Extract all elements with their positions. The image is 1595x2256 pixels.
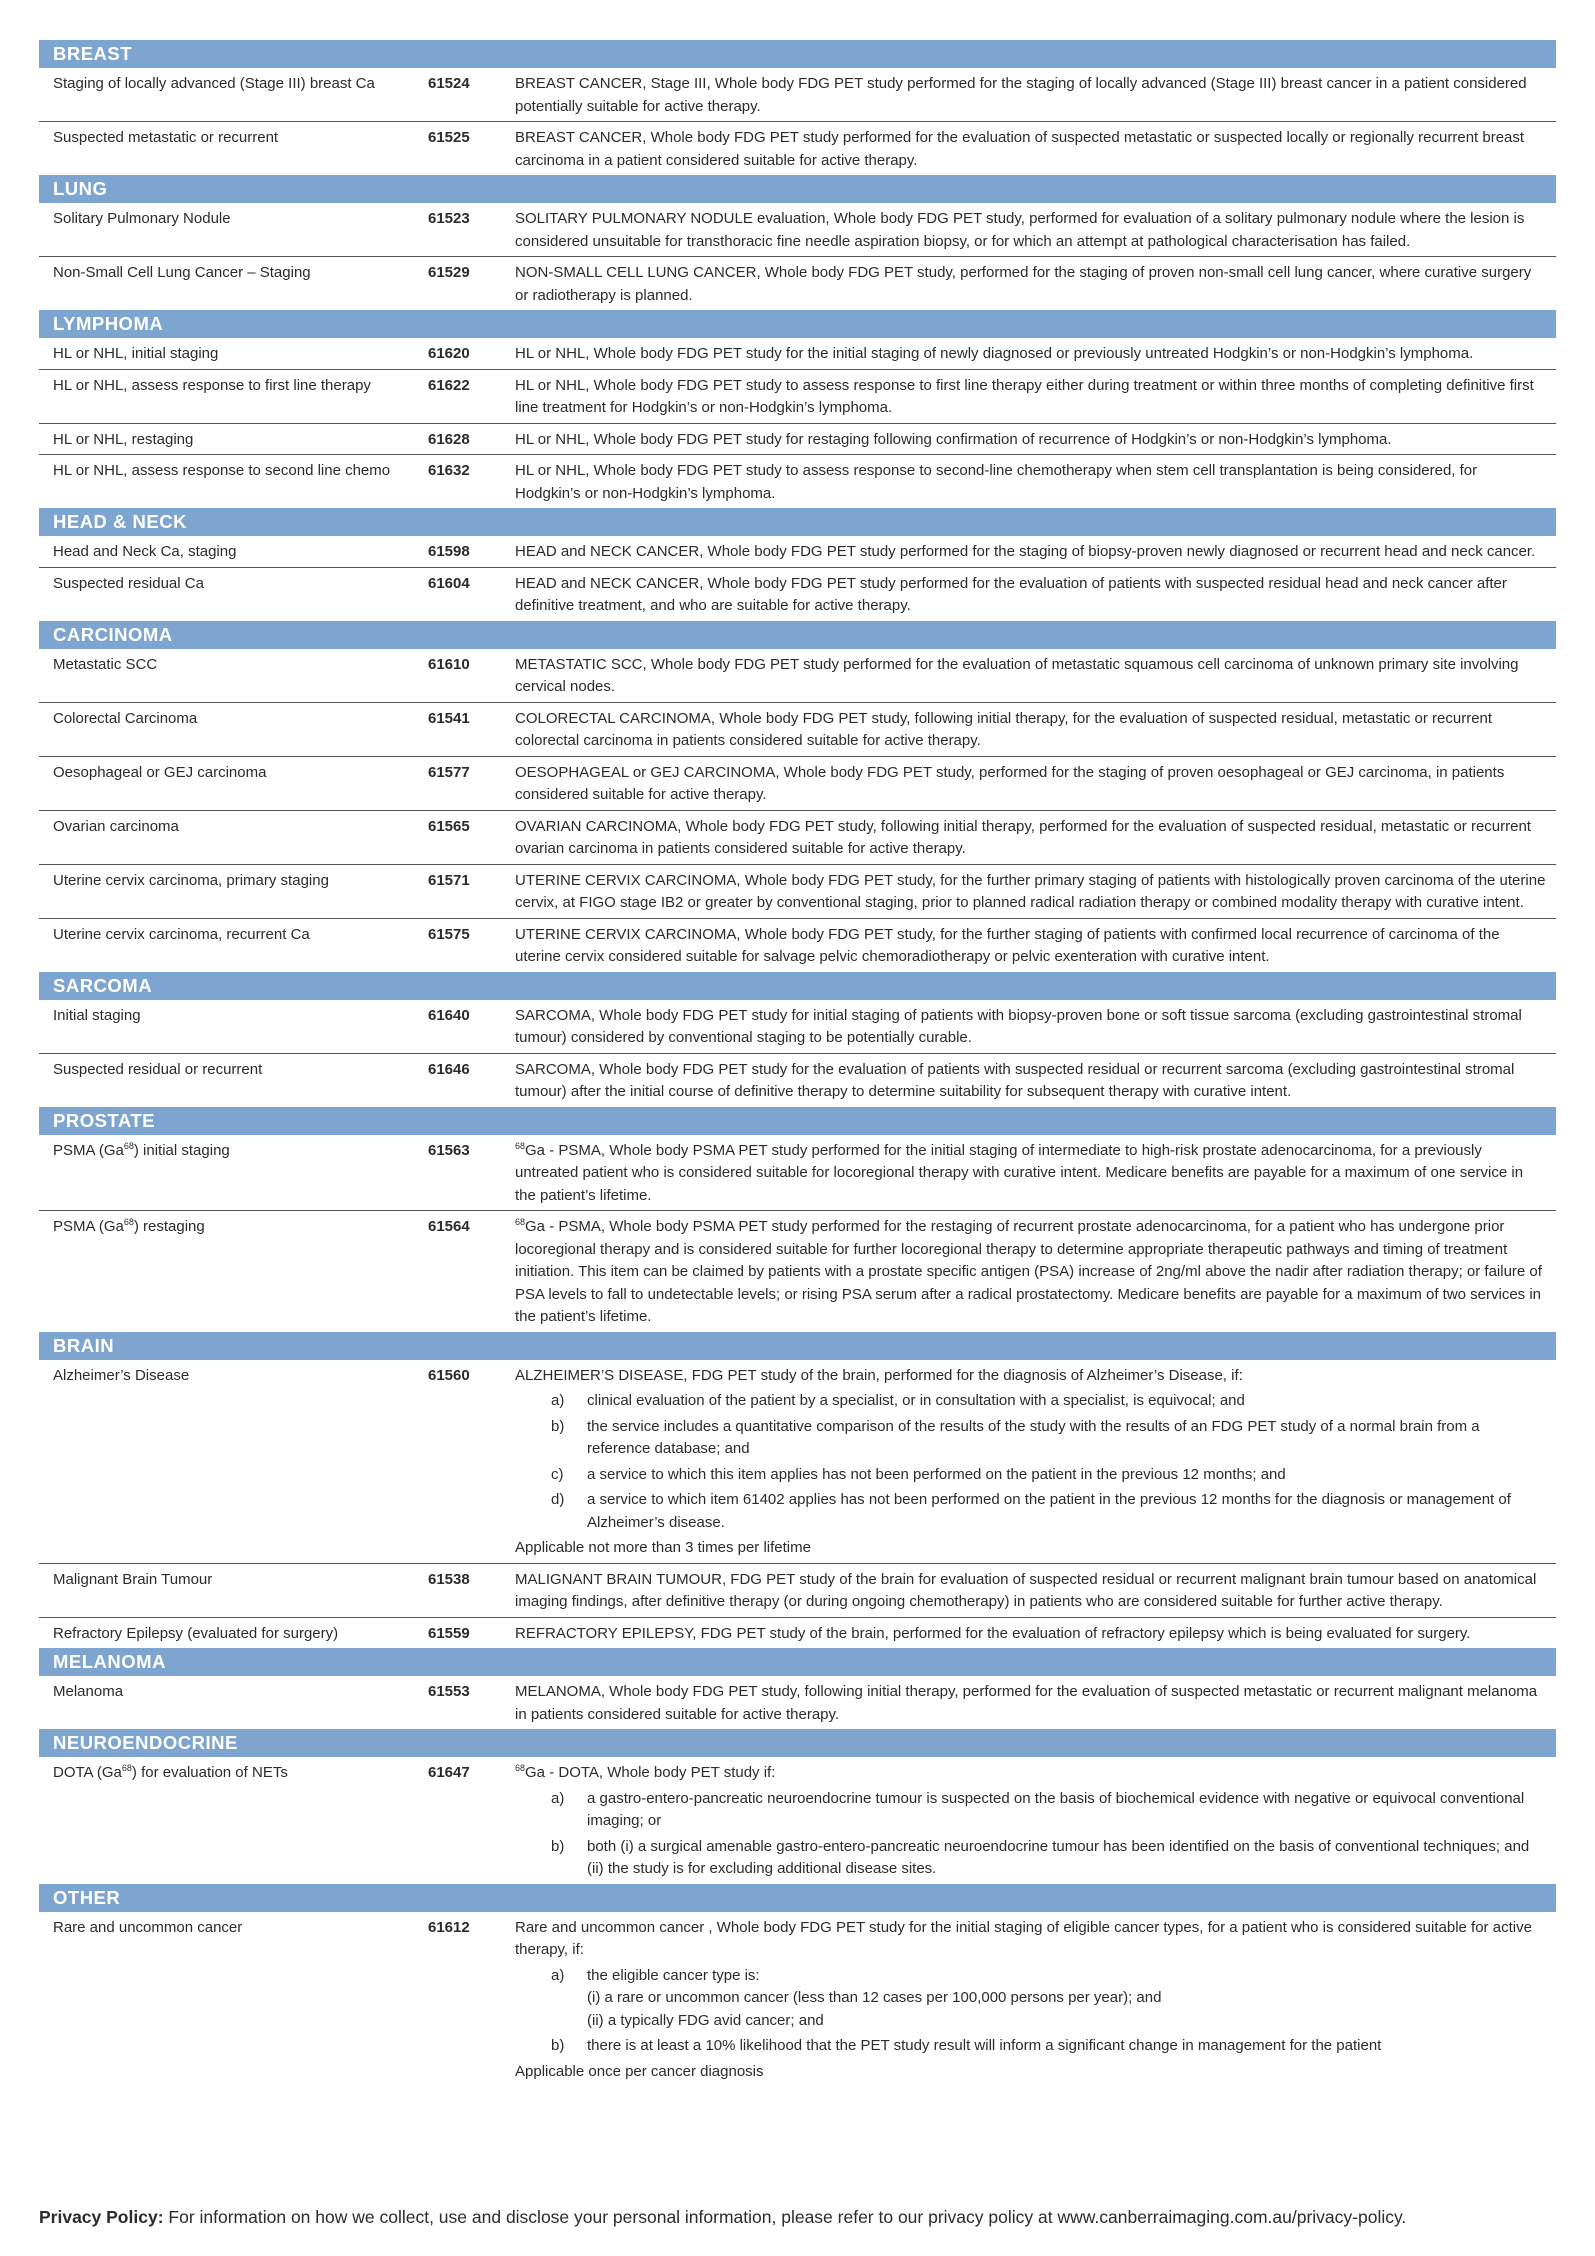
section-neuroendocrine (39, 1729, 1556, 1884)
description-text (515, 343, 1546, 366)
description-cell (515, 1762, 1556, 1881)
table-row (39, 1757, 1556, 1884)
condition-cell (39, 1059, 428, 1104)
section-header: HEAD & NECK (39, 508, 1556, 536)
criteria-text-line: clinical evaluation of the patient by a specialist, or in consultation with a specialist, is equivocal; and (587, 1392, 1245, 1409)
mbs-item-number: 61571 (428, 871, 470, 889)
condition-text: Uterine cervix carcinoma, recurrent Ca (53, 925, 310, 943)
section-header: CARCINOMA (39, 621, 1556, 649)
isotope-superscript: 68 (123, 1140, 134, 1151)
table-row (39, 864, 1556, 918)
section-melanoma (39, 1648, 1556, 1729)
mbs-item-number: 61524 (428, 75, 470, 92)
mbs-item-number: 61628 (428, 430, 470, 448)
mbs-item-number: 61622 (428, 376, 470, 394)
description-body: OVARIAN CARCINOMA, Whole body FDG PET study, following initial therapy, performed for the evaluation of suspected residual, metastatic or recurrent ovarian carcinoma in patients considered suitable for active therapy. (515, 817, 1531, 857)
condition-text: Suspected residual or recurrent (53, 1060, 263, 1078)
description-text (515, 460, 1546, 505)
description-cell (515, 654, 1556, 699)
mbs-item-number: 61523 (428, 210, 470, 227)
description-body: BREAST CANCER, Stage III, Whole body FDG PET study performed for the staging of locally advanced (Stage III) breast cancer in a patient considered potentially suitable for active therapy. (515, 75, 1527, 115)
condition-cell (39, 375, 428, 420)
description-cell (515, 573, 1556, 618)
description-cell (515, 541, 1556, 564)
table-row (39, 810, 1556, 864)
description-text (515, 924, 1546, 969)
description-text (515, 1681, 1546, 1726)
description-text (515, 1623, 1546, 1646)
criteria-text-line: there is at least a 10% likelihood that the PET study result will inform a significant change in management for the patient (587, 2037, 1382, 2054)
description-cell (515, 127, 1556, 172)
description-body: REFRACTORY EPILEPSY, FDG PET study of the brain, performed for the evaluation of refractory epilepsy which is being evaluated for surgery. (515, 1624, 1471, 1642)
mbs-item-number: 61632 (428, 462, 470, 479)
table-row (39, 536, 1556, 567)
condition-cell (39, 1917, 428, 2084)
condition-text-tail: ) initial staging (133, 1141, 230, 1159)
description-text (515, 1216, 1546, 1329)
mbs-item-number: 61541 (428, 709, 470, 727)
section-head-neck (39, 508, 1556, 621)
criteria-text (587, 1836, 1546, 1881)
description-cell (515, 429, 1556, 452)
description-text (515, 208, 1546, 253)
section-header: LYMPHOMA (39, 310, 1556, 338)
description-body: ALZHEIMER’S DISEASE, FDG PET study of the brain, performed for the diagnosis of Alzheimer’s Disease, if: (515, 1366, 1243, 1384)
description-text (515, 127, 1546, 172)
isotope-superscript: 68 (121, 1763, 132, 1773)
condition-text: HL or NHL, restaging (53, 430, 194, 448)
condition-cell (39, 708, 428, 753)
criteria-text-line: a service to which item 61402 applies has not been performed on the patient in the previous 12 months for the diagnosis or management of Alzheimer’s disease. (587, 1491, 1511, 1531)
table-row (39, 68, 1556, 121)
condition-text: Oesophageal or GEJ carcinoma (53, 763, 267, 781)
criteria-label: b) (551, 1837, 565, 1855)
condition-cell (39, 1216, 428, 1329)
mbs-item-number: 61564 (428, 1218, 470, 1235)
description-text (515, 762, 1546, 807)
mbs-item-number: 61565 (428, 817, 470, 835)
description-body: BREAST CANCER, Whole body FDG PET study performed for the evaluation of suspected metastatic or suspected locally or regionally recurrent breast carcinoma in a patient considered suitable for active therapy. (515, 129, 1525, 169)
criteria-text-line: the eligible cancer type is: (587, 1966, 760, 1984)
description-text (515, 262, 1546, 307)
criteria-text (587, 1489, 1546, 1534)
condition-text-tail: ) restaging (133, 1218, 205, 1235)
condition-cell (39, 762, 428, 807)
criteria-item (515, 1416, 1546, 1461)
condition-text: Suspected metastatic or recurrent (53, 129, 279, 146)
criteria-label: d) (551, 1491, 565, 1508)
pet-item-table (39, 40, 1556, 2086)
table-row (39, 1210, 1556, 1332)
criteria-item (515, 1965, 1546, 2033)
table-row (39, 256, 1556, 310)
condition-text: PSMA (Ga (53, 1141, 124, 1159)
description-cell (515, 870, 1556, 915)
table-row (39, 649, 1556, 702)
condition-cell (39, 573, 428, 618)
criteria-item (515, 2035, 1546, 2058)
section-brain (39, 1332, 1556, 1649)
mbs-item-number: 61560 (428, 1366, 470, 1384)
isotope-superscript: 68 (123, 1217, 134, 1227)
criteria-text (587, 1390, 1546, 1413)
description-body: Rare and uncommon cancer , Whole body FDG PET study for the initial staging of eligible cancer types, for a patient who is considered suitable for active therapy, if: (515, 1918, 1532, 1958)
condition-cell (39, 262, 428, 307)
condition-text: DOTA (Ga (53, 1764, 122, 1781)
section-sarcoma (39, 972, 1556, 1107)
condition-text: HL or NHL, initial staging (53, 345, 219, 362)
description-body: OESOPHAGEAL or GEJ CARCINOMA, Whole body FDG PET study, performed for the staging of proven oesophageal or GEJ carcinoma, in patients considered suitable for active therapy. (515, 763, 1505, 803)
condition-text: Malignant Brain Tumour (53, 1570, 213, 1588)
mbs-item-number: 61529 (428, 264, 470, 281)
table-row (39, 1676, 1556, 1729)
description-body: UTERINE CERVIX CARCINOMA, Whole body FDG PET study, for the further staging of patients with confirmed local recurrence of carcinoma of the uterine cervix considered suitable for salvage pelvic chemoradiotherapy or pelvic exenteration with curative intent. (515, 925, 1500, 965)
description-cell (515, 1005, 1556, 1050)
description-cell (515, 816, 1556, 861)
privacy-policy-label: Privacy Policy: (39, 2207, 164, 2227)
description-cell (515, 924, 1556, 969)
description-text (515, 1005, 1546, 1050)
condition-text: HL or NHL, assess response to second line chemo (53, 462, 391, 479)
description-cell (515, 1569, 1556, 1614)
description-body: HL or NHL, Whole body FDG PET study to assess response to second-line chemotherapy when stem cell transplantation is being considered, for Hodgkin’s or non-Hodgkin’s lymphoma. (515, 462, 1478, 502)
description-cell (515, 708, 1556, 753)
condition-cell (39, 654, 428, 699)
condition-cell (39, 1569, 428, 1614)
description-cell (515, 460, 1556, 505)
description-cell (515, 73, 1556, 118)
description-cell (515, 1623, 1556, 1646)
description-text (515, 541, 1546, 564)
condition-text: HL or NHL, assess response to first line therapy (53, 376, 371, 394)
section-breast (39, 40, 1556, 175)
description-text (515, 708, 1546, 753)
description-body: HL or NHL, Whole body FDG PET study for the initial staging of newly diagnosed or previously untreated Hodgkin’s or non-Hodgkin’s lymphoma. (515, 345, 1474, 362)
privacy-policy-text: For information on how we collect, use and disclose your personal information, please refer to our privacy policy at www.canberraimaging.com.au/privacy-policy. (168, 2207, 1407, 2227)
criteria-text (587, 1464, 1546, 1487)
condition-cell (39, 73, 428, 118)
table-row (39, 702, 1556, 756)
mbs-item-number: 61525 (428, 129, 470, 146)
description-text (515, 654, 1546, 699)
section-header: BRAIN (39, 1332, 1556, 1360)
description-body: METASTATIC SCC, Whole body FDG PET study performed for the evaluation of metastatic squamous cell carcinoma of unknown primary site involving cervical nodes. (515, 655, 1519, 695)
mbs-item-number: 61553 (428, 1683, 470, 1700)
section-header: PROSTATE (39, 1107, 1556, 1135)
description-body: Ga - PSMA, Whole body PSMA PET study performed for the restaging of recurrent prostate adenocarcinoma, for a patient who has undergone prior locoregional therapy and is considered suitable for further locoregional therapy to determine appropriate therapeutic pathways and timing of treatment initiation. This item can be claimed by patients with a prostate specific antigen (PSA) increase of 2ng/ml above the nadir after radiation therapy; or failure of PSA levels to fall to undetectable levels; or rising PSA serum after a radical prostatectomy. Medicare benefits are payable for a maximum of two services in the patient’s lifetime. (515, 1218, 1542, 1325)
criteria-label: c) (551, 1465, 564, 1483)
criteria-label: b) (551, 1417, 565, 1435)
criteria-item (515, 1464, 1546, 1487)
description-text (515, 1365, 1546, 1388)
criteria-text (587, 1416, 1546, 1461)
section-lymphoma (39, 310, 1556, 508)
condition-text: Alzheimer’s Disease (53, 1366, 190, 1384)
description-cell (515, 262, 1556, 307)
table-row (39, 121, 1556, 175)
mbs-item-number: 61620 (428, 345, 470, 362)
description-cell (515, 1681, 1556, 1726)
section-header: NEUROENDOCRINE (39, 1729, 1556, 1757)
description-body: MELANOMA, Whole body FDG PET study, following initial therapy, performed for the evaluation of suspected metastatic or recurrent malignant melanoma in patients considered suitable for active therapy. (515, 1683, 1538, 1723)
condition-cell (39, 1762, 428, 1881)
criteria-label: a) (551, 1966, 565, 1984)
description-cell (515, 1140, 1556, 1208)
isotope-superscript: 68 (515, 1217, 526, 1227)
condition-text: Staging of locally advanced (Stage III) breast Ca (53, 75, 375, 92)
criteria-text-line: both (i) a surgical amenable gastro-entero-pancreatic neuroendocrine tumour has been identified on the basis of conventional techniques; and (ii) the study is for excluding additional disease sites. (587, 1837, 1530, 1877)
table-row (39, 338, 1556, 369)
description-text (515, 1059, 1546, 1104)
applicability-note: Applicable once per cancer diagnosis (515, 2062, 764, 2080)
mbs-item-number: 61538 (428, 1570, 470, 1588)
section-header: LUNG (39, 175, 1556, 203)
description-cell (515, 1365, 1556, 1560)
mbs-item-number: 61646 (428, 1060, 470, 1078)
table-row (39, 454, 1556, 508)
condition-cell (39, 343, 428, 366)
criteria-text-line: a service to which this item applies has not been performed on the patient in the previous 12 months; and (587, 1465, 1286, 1483)
section-other (39, 1884, 1556, 2087)
table-row (39, 1000, 1556, 1053)
description-cell (515, 343, 1556, 366)
mbs-item-number: 61612 (428, 1918, 470, 1936)
description-cell (515, 1059, 1556, 1104)
section-header: MELANOMA (39, 1648, 1556, 1676)
description-body: SARCOMA, Whole body FDG PET study for the evaluation of patients with suspected residual or recurrent sarcoma (excluding gastrointestinal stromal tumour) after the initial course of definitive therapy to determine suitability for subsequent therapy with curative intent. (515, 1060, 1515, 1100)
condition-cell (39, 1140, 428, 1208)
mbs-item-number: 61563 (428, 1141, 470, 1159)
criteria-text-line: the service includes a quantitative comparison of the results of the study with the results of an FDG PET study of a normal brain from a reference database; and (587, 1417, 1480, 1457)
criteria-item (515, 1836, 1546, 1881)
condition-cell (39, 870, 428, 915)
table-row (39, 203, 1556, 256)
condition-text: Refractory Epilepsy (evaluated for surgery) (53, 1624, 339, 1642)
criteria-text (587, 1965, 1546, 2033)
description-body: Ga - DOTA, Whole body PET study if: (525, 1764, 776, 1781)
description-text (515, 870, 1546, 915)
mbs-item-number: 61640 (428, 1006, 470, 1024)
mbs-item-number: 61598 (428, 543, 470, 560)
section-carcinoma (39, 621, 1556, 972)
table-row (39, 423, 1556, 455)
condition-cell (39, 460, 428, 505)
condition-cell (39, 924, 428, 969)
condition-text: Melanoma (53, 1683, 124, 1700)
description-body: SARCOMA, Whole body FDG PET study for initial staging of patients with biopsy-proven bone or soft tissue sarcoma (excluding gastrointestinal stromal tumour) considered by conventional staging to be potentially curable. (515, 1006, 1522, 1046)
mbs-item-number: 61559 (428, 1624, 470, 1642)
criteria-item (515, 1489, 1546, 1534)
condition-text: Colorectal Carcinoma (53, 709, 198, 727)
mbs-item-number: 61577 (428, 763, 470, 781)
condition-text: Ovarian carcinoma (53, 817, 179, 835)
condition-cell (39, 1005, 428, 1050)
description-cell (515, 762, 1556, 807)
description-cell (515, 375, 1556, 420)
condition-text: Metastatic SCC (53, 655, 158, 673)
section-lung (39, 175, 1556, 310)
description-text (515, 816, 1546, 861)
description-text (515, 375, 1546, 420)
condition-text: Initial staging (53, 1006, 141, 1024)
section-header: OTHER (39, 1884, 1556, 1912)
table-row (39, 756, 1556, 810)
table-row (39, 1563, 1556, 1617)
condition-cell (39, 1623, 428, 1646)
section-header: SARCOMA (39, 972, 1556, 1000)
condition-text: Suspected residual Ca (53, 574, 204, 592)
condition-text: Head and Neck Ca, staging (53, 543, 237, 560)
description-body: HL or NHL, Whole body FDG PET study for restaging following confirmation of recurrence of Hodgkin’s or non-Hodgkin’s lymphoma. (515, 430, 1392, 448)
description-body: HEAD and NECK CANCER, Whole body FDG PET study performed for the evaluation of patients with suspected residual head and neck cancer after definitive treatment, and who are suitable for active therapy. (515, 574, 1507, 614)
condition-cell (39, 1681, 428, 1726)
table-row (39, 369, 1556, 423)
description-body: HEAD and NECK CANCER, Whole body FDG PET study performed for the staging of biopsy-proven newly diagnosed or recurrent head and neck cancer. (515, 543, 1536, 560)
criteria-label: a) (551, 1392, 565, 1409)
description-text (515, 1917, 1546, 1962)
isotope-superscript: 68 (515, 1140, 526, 1151)
description-body: COLORECTAL CARCINOMA, Whole body FDG PET study, following initial therapy, for the evaluation of suspected residual, metastatic or recurrent colorectal carcinoma in patients considered suitable for active therapy. (515, 709, 1493, 749)
description-body: SOLITARY PULMONARY NODULE evaluation, Whole body FDG PET study, performed for evaluation of a solitary pulmonary nodule where the lesion is considered unsuitable for transthoracic fine needle aspiration biopsy, or for which an attempt at pathological characterisation has failed. (515, 210, 1525, 250)
condition-text: Rare and uncommon cancer (53, 1918, 243, 1936)
description-cell (515, 1917, 1556, 2084)
description-body: HL or NHL, Whole body FDG PET study to assess response to first line therapy either during treatment or within three months of completing definitive first line treatment for Hodgkin’s or non-Hodgkin’s lymphoma. (515, 376, 1534, 416)
criteria-label: b) (551, 2037, 565, 2054)
criteria-text-line: a gastro-entero-pancreatic neuroendocrine tumour is suspected on the basis of biochemical evidence with negative or equivocal conventional imaging; or (587, 1789, 1525, 1829)
condition-text: Solitary Pulmonary Nodule (53, 210, 231, 227)
table-row (39, 1360, 1556, 1563)
condition-cell (39, 816, 428, 861)
table-row (39, 1135, 1556, 1211)
isotope-superscript: 68 (515, 1763, 526, 1773)
section-prostate (39, 1107, 1556, 1332)
mbs-item-number: 61575 (428, 925, 470, 943)
criteria-item (515, 1788, 1546, 1833)
table-row (39, 1053, 1556, 1107)
condition-text-tail: ) for evaluation of NETs (131, 1764, 288, 1781)
condition-cell (39, 1365, 428, 1560)
description-body: Ga - PSMA, Whole body PSMA PET study performed for the initial staging of intermediate to high-risk prostate adenocarcinoma, for a previously untreated patient who is considered suitable for locoregional therapy with curative intent. Medicare benefits are payable for a maximum of one service in the patient’s lifetime. (515, 1141, 1524, 1204)
description-body: MALIGNANT BRAIN TUMOUR, FDG PET study of the brain for evaluation of suspected residual or recurrent malignant brain tumour based on anatomical imaging findings, after definitive therapy (or during ongoing chemotherapy) in patients who are considered suitable for further active therapy. (515, 1570, 1537, 1610)
condition-cell (39, 208, 428, 253)
description-body: UTERINE CERVIX CARCINOMA, Whole body FDG PET study, for the further primary staging of patients with histologically proven carcinoma of the uterine cervix, at FIGO stage IB2 or greater by conventional staging, prior to planned radical radiation therapy or combined modality therapy with curative intent. (515, 871, 1546, 911)
table-row (39, 567, 1556, 621)
condition-cell (39, 429, 428, 452)
description-text (515, 573, 1546, 618)
description-body: NON-SMALL CELL LUNG CANCER, Whole body FDG PET study, performed for the staging of proven non-small cell lung cancer, where curative surgery or radiotherapy is planned. (515, 264, 1532, 304)
criteria-text (587, 2035, 1546, 2058)
mbs-item-number: 61610 (428, 655, 470, 673)
section-header: BREAST (39, 40, 1556, 68)
mbs-item-number: 61647 (428, 1764, 470, 1781)
description-text (515, 1762, 1546, 1785)
condition-text: Uterine cervix carcinoma, primary staging (53, 871, 329, 889)
criteria-item (515, 1390, 1546, 1413)
table-row (39, 1912, 1556, 2087)
mbs-item-number: 61604 (428, 574, 470, 592)
privacy-policy-footer (39, 2207, 1406, 2228)
description-text (515, 429, 1546, 452)
condition-text: PSMA (Ga (53, 1218, 124, 1235)
applicability-note: Applicable not more than 3 times per lifetime (515, 1539, 811, 1556)
condition-cell (39, 127, 428, 172)
condition-cell (39, 541, 428, 564)
criteria-text (587, 1788, 1546, 1833)
description-cell (515, 1216, 1556, 1329)
criteria-subline: (ii) a typically FDG avid cancer; and (587, 2011, 824, 2029)
description-text (515, 1569, 1546, 1614)
criteria-label: a) (551, 1789, 565, 1807)
table-row (39, 918, 1556, 972)
table-row (39, 1617, 1556, 1649)
description-cell (515, 208, 1556, 253)
description-text (515, 1140, 1546, 1208)
condition-text: Non-Small Cell Lung Cancer – Staging (53, 264, 311, 281)
description-text (515, 73, 1546, 118)
criteria-subline: (i) a rare or uncommon cancer (less than 12 cases per 100,000 persons per year); and (587, 1989, 1162, 2006)
